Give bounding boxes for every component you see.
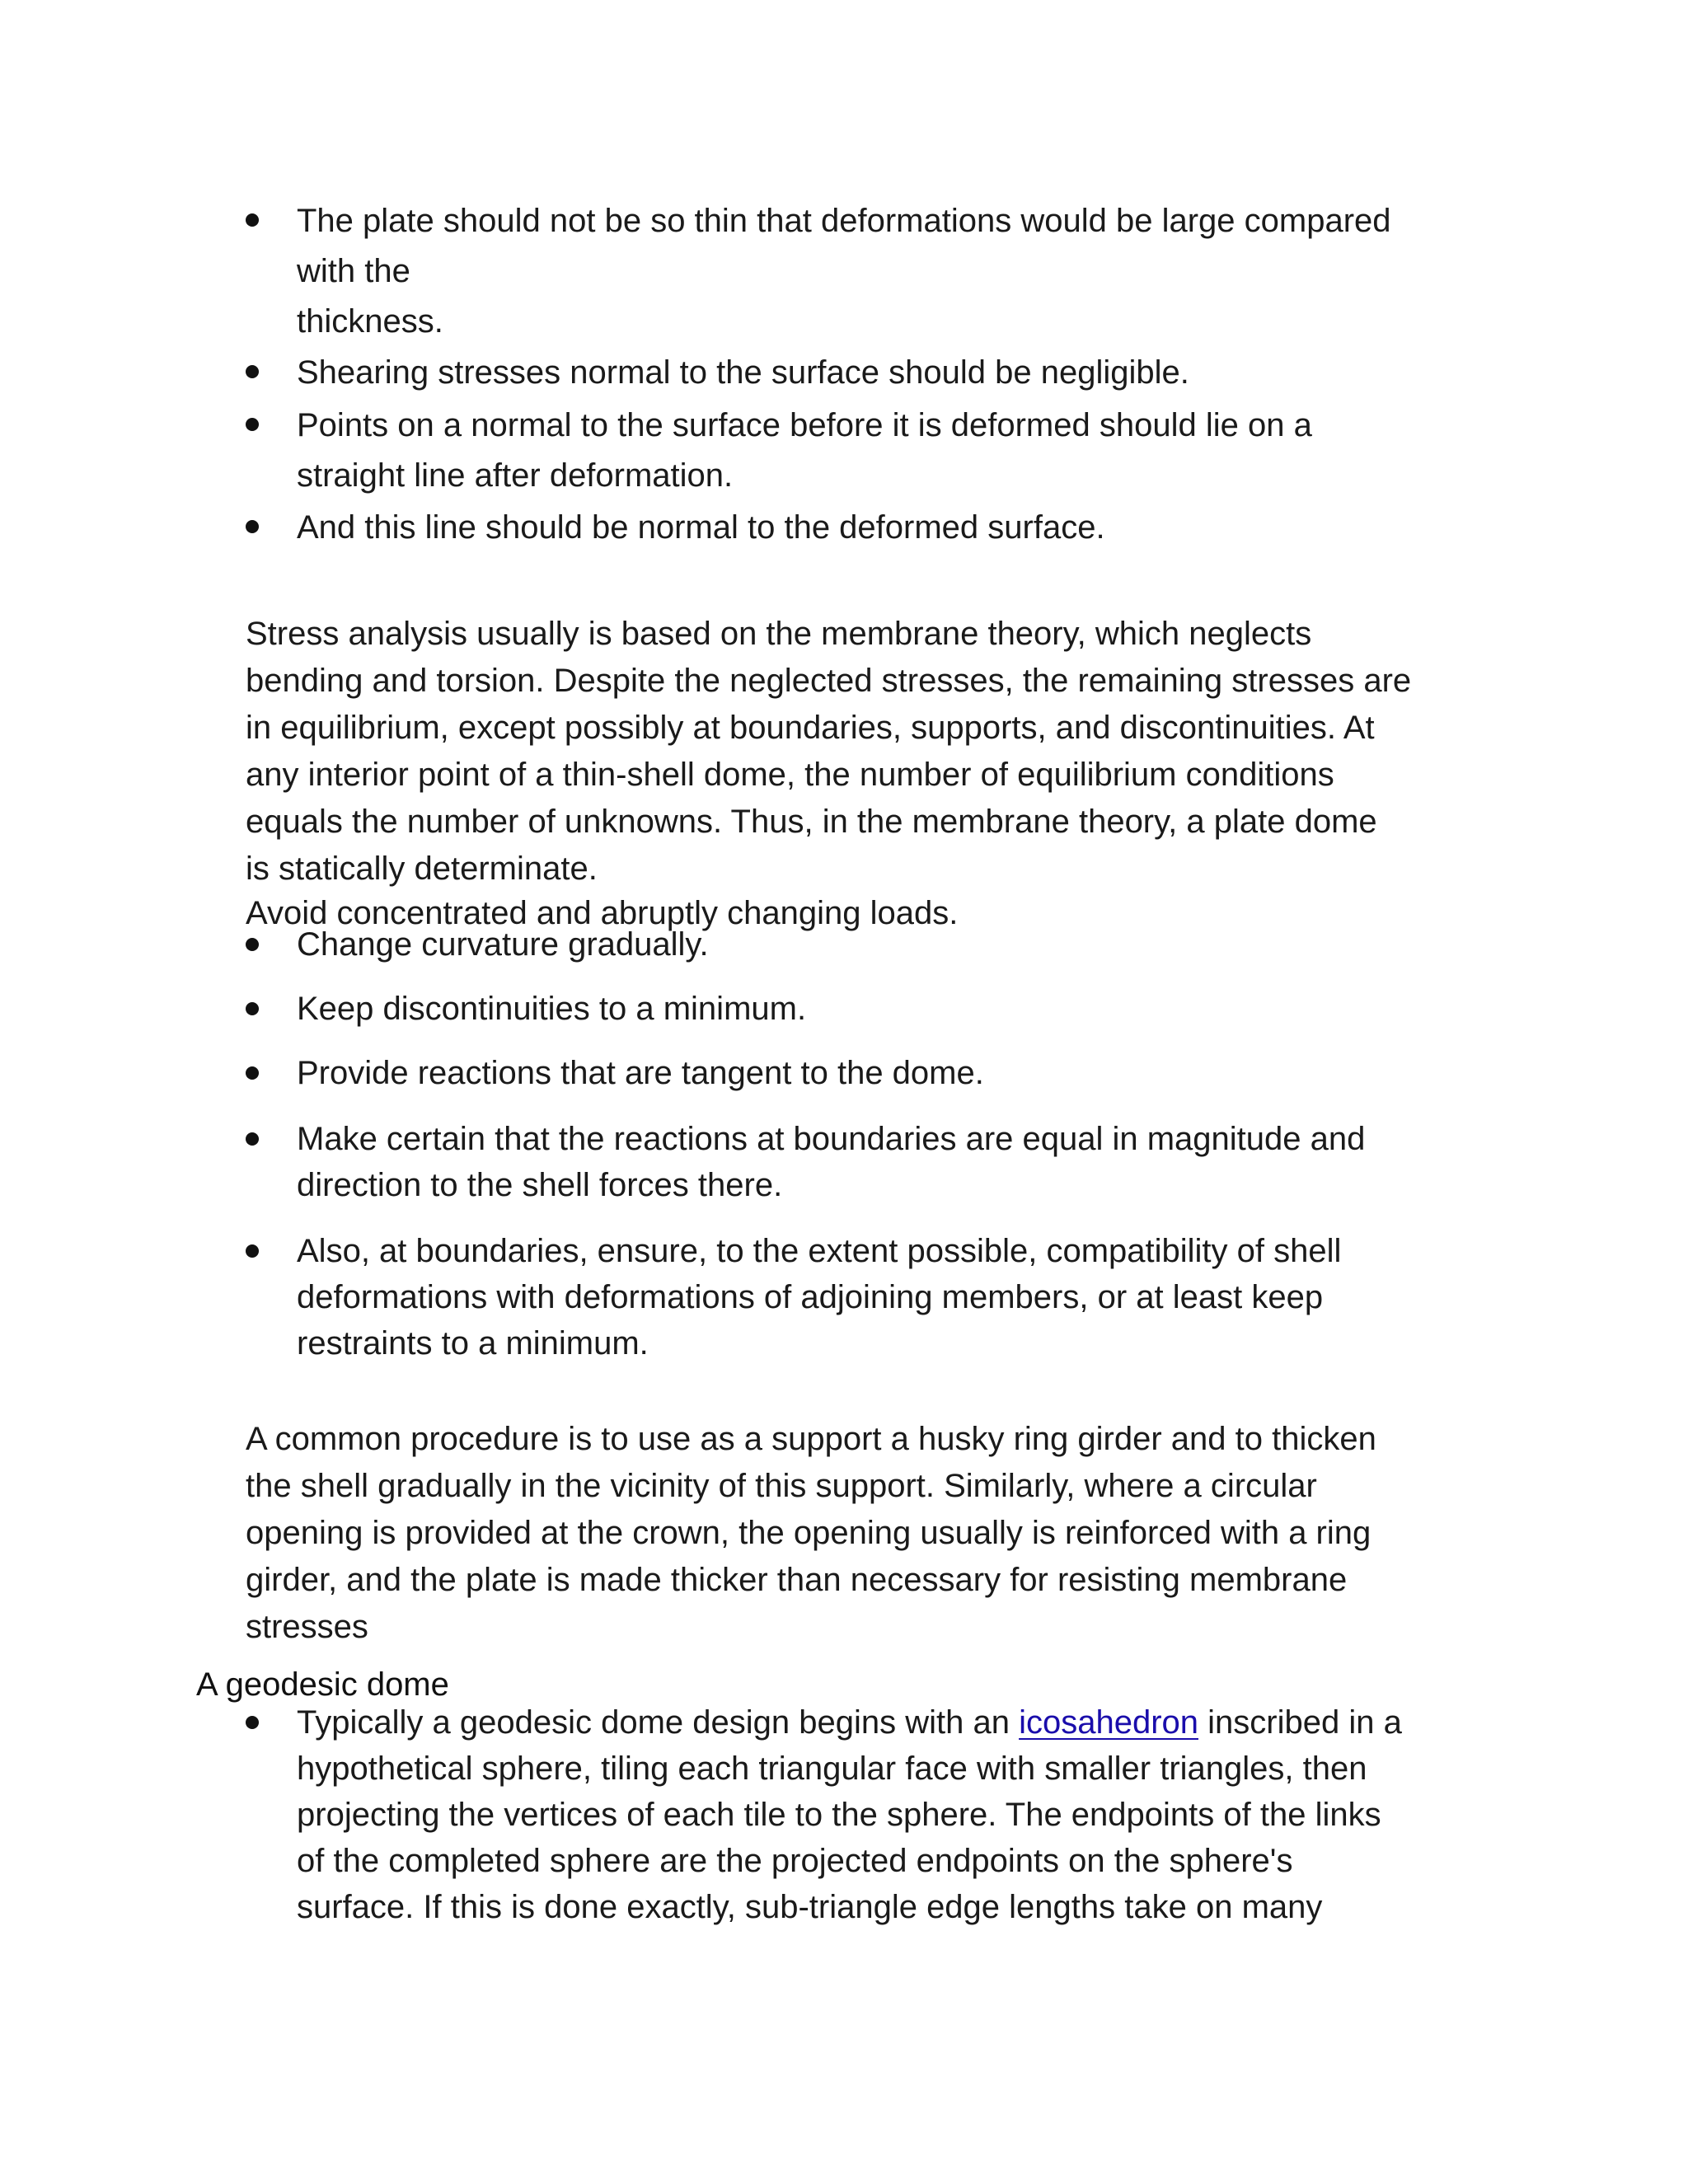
bullet-dot <box>246 520 259 533</box>
list-item <box>246 986 1498 1032</box>
geodesic-text-after-link: inscribed in a hypothetical sphere, tiling each triangular face with smaller triangles, then projecting the vertices of each tile to the sphere. The endpoints of the links of the completed sphere are the projected endpoints on the sphere's surface. If this is done exactly, sub-triangle edge lengths take on many <box>297 1704 1402 1925</box>
list-item <box>246 196 1498 347</box>
list-item <box>246 921 1498 968</box>
bullet-dot <box>246 1244 259 1258</box>
bullet-dot <box>246 1716 259 1729</box>
bullet-dot <box>246 418 259 431</box>
list-item <box>246 1699 1498 1930</box>
bullet-dot <box>246 1002 259 1015</box>
list-item <box>246 348 1498 398</box>
paragraph-avoid-loads: Avoid concentrated and abruptly changing loads. <box>246 895 959 931</box>
list-item <box>246 1050 1498 1096</box>
paragraph-membrane-theory: Stress analysis usually is based on the membrane theory, which neglects bending and torsion. Despite the neglected stresses, the remaining stresses are in equilibrium, except possibly at boundaries, supports, and discontinuities. At any interior point of a thin-shell dome, the number of equilibrium conditions equals the number of unknowns. Thus, in the membrane theory, a plate dome is statically determinate. <box>246 616 1412 887</box>
bullet-dot <box>246 213 259 227</box>
list-item-text: Change curvature gradually. <box>297 926 709 963</box>
list-item-text: Provide reactions that are tangent to the dome. <box>297 1055 984 1091</box>
list-item-text: Keep discontinuities to a minimum. <box>297 991 807 1027</box>
paragraph-ring-girder: A common procedure is to use as a support a husky ring girder and to thicken the shell gradually in the vicinity of this support. Similarly, where a circular opening is provided at the crown, the opening usually is reinforced with a ring girder, and the plate is made thicker than necessary for resisting membrane stresses <box>246 1421 1376 1645</box>
bullet-dot <box>246 1066 259 1080</box>
icosahedron-link[interactable]: icosahedron <box>1019 1704 1199 1741</box>
list-item <box>246 1228 1498 1366</box>
list-item-text: Shearing stresses normal to the surface should be negligible. <box>297 354 1189 391</box>
list-item-text: The plate should not be so thin that deformations would be large compared with the thickness. <box>297 203 1391 340</box>
list-item <box>246 1116 1498 1208</box>
list-item <box>246 401 1498 501</box>
section-heading-geodesic-dome: A geodesic dome <box>196 1666 449 1704</box>
bullet-dot <box>246 365 259 378</box>
bullet-dot <box>246 1132 259 1146</box>
list-item <box>246 503 1498 553</box>
geodesic-text-before-link: Typically a geodesic dome design begins with an <box>297 1704 1020 1741</box>
list-item-text: Points on a normal to the surface before it is deformed should lie on a straight line after deformation. <box>297 407 1312 494</box>
list-item-text: And this line should be normal to the deformed surface. <box>297 509 1105 546</box>
list-item-text: Also, at boundaries, ensure, to the extent possible, compatibility of shell deformations with deformations of adjoining members, or at least keep restraints to a minimum. <box>297 1233 1342 1361</box>
list-item-text: Make certain that the reactions at boundaries are equal in magnitude and direction to the shell forces there. <box>297 1121 1366 1203</box>
bullet-dot <box>246 938 259 951</box>
list-item-text <box>297 1699 1498 1930</box>
